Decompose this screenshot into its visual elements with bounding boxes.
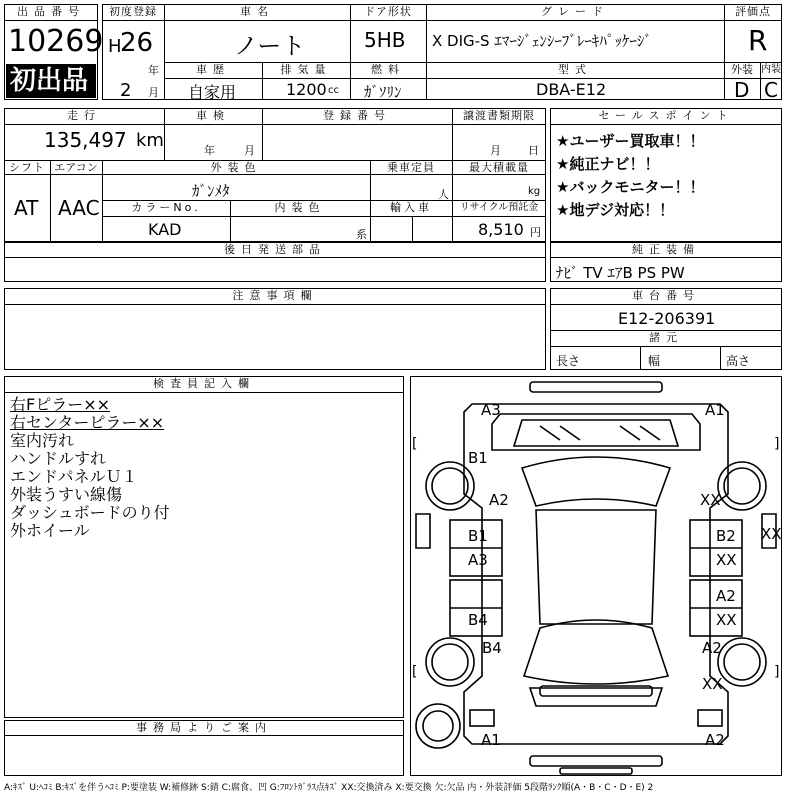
transfer-month: 月 <box>490 144 501 157</box>
year-value: 26 <box>120 28 154 58</box>
fuel-value: ｶﾞｿﾘﾝ <box>364 83 402 101</box>
load-unit: kg <box>528 186 541 197</box>
grade-label: グレード <box>541 5 609 18</box>
exterior-grade: D <box>734 78 750 102</box>
color-label: 外装色 <box>210 161 262 174</box>
legend: A:ｷｽﾞ U:ﾍｺﾐ B:ｷｽﾞを伴うﾍｺﾐ P:要塗装 W:補修跡 S:錆 C:腐食、凹 G:ﾌﾛﾝﾄｶﾞﾗｽ点ｷｽﾞ XX:交換済み X:要交換 欠:欠品 内・外装評価 5段階ﾗﾝｸ順(A・B・C・D・E) 2 <box>4 783 654 793</box>
mileage-value: 135,497 <box>44 128 127 152</box>
year-unit: 年 <box>148 64 159 77</box>
transfer-day: 日 <box>528 144 539 157</box>
damage-mark: XX <box>761 525 782 543</box>
height-label: 高さ <box>726 354 751 368</box>
damage-mark: XX <box>702 675 723 693</box>
dims-label: 諸元 <box>649 331 683 344</box>
lot-label: 出品番号 <box>17 5 85 18</box>
later-parts-label: 後日発送部品 <box>224 243 326 256</box>
caution-label: 注意事項欄 <box>232 289 318 302</box>
model-label: 型式 <box>558 63 592 76</box>
selling-point: ★バックモニター！！ <box>556 178 705 196</box>
lot-number: 10269 <box>8 24 104 59</box>
inspector-note: ハンドルすれ <box>10 449 107 468</box>
door-value: 5HB <box>364 28 406 52</box>
selling-points-box <box>550 108 782 242</box>
damage-mark: A2 <box>705 731 725 749</box>
car-name-label: 車名 <box>240 5 274 18</box>
svg-text:[: [ <box>412 664 418 680</box>
ac-label: エアコン <box>54 161 98 174</box>
registration-label: 初度登録 <box>109 5 157 18</box>
inspector-note: 右センターピラー×× <box>10 413 165 432</box>
load-label: 最大積載量 <box>469 161 529 174</box>
import-label: 輸入車 <box>390 201 432 214</box>
inspection-month-unit: 月 <box>244 144 255 157</box>
shift-value: AT <box>14 196 39 220</box>
inspector-note: ダッシュボードのり付 <box>10 503 170 522</box>
svg-text:[: [ <box>412 436 418 452</box>
first-listing-label: 初出品 <box>10 66 89 96</box>
displacement-value: 1200 <box>286 80 327 99</box>
chassis-label: 車台番号 <box>632 289 700 302</box>
displacement-unit: cc <box>328 85 339 96</box>
color-no-value: KAD <box>148 220 182 239</box>
car-name: ノート <box>234 32 306 60</box>
recycle-unit: 円 <box>530 226 541 239</box>
inspector-note: 右Fピラー×× <box>10 395 111 414</box>
history-value: 自家用 <box>188 83 237 102</box>
oem-label: 純正装備 <box>632 243 700 256</box>
exterior-grade-label: 外装 <box>731 63 753 76</box>
interior-color-label: 内装色 <box>274 201 326 214</box>
ac-value: AAC <box>58 196 100 220</box>
damage-mark: XX <box>716 611 737 629</box>
damage-mark: XX <box>716 551 737 569</box>
grade-value: X DIG-S ｴﾏｰｼﾞｪﾝｼｰﾌﾞﾚｰｷﾊﾟｯｹｰｼﾞ <box>432 32 652 50</box>
mileage-label: 走行 <box>67 109 101 122</box>
interior-grade: C <box>764 78 778 102</box>
selling-point: ★地デジ対応！！ <box>556 201 675 219</box>
recycle-value: 8,510 <box>478 220 524 239</box>
damage-mark: A2 <box>702 639 722 657</box>
inspector-note: 外ホイール <box>10 521 90 540</box>
damage-mark: A1 <box>481 731 501 749</box>
inspector-note: エンドパネルＵ１ <box>10 467 138 486</box>
capacity-label: 乗車定員 <box>387 161 435 174</box>
damage-mark: B2 <box>716 527 736 545</box>
damage-mark: B1 <box>468 527 488 545</box>
oem-value: ﾅﾋﾞ TV ｴｱB PS PW <box>556 264 685 282</box>
damage-mark: A2 <box>489 491 509 509</box>
selling-point: ★ユーザー買取車！！ <box>556 132 705 150</box>
length-label: 長さ <box>556 354 581 368</box>
damage-mark: A3 <box>468 551 488 569</box>
reg-number-label: 登録番号 <box>323 109 391 122</box>
chassis-value: E12-206391 <box>618 309 716 328</box>
damage-mark: B4 <box>482 639 502 657</box>
interior-grade-label: 内装 <box>761 64 781 75</box>
capacity-unit: 人 <box>438 188 449 201</box>
damage-mark: B4 <box>468 611 488 629</box>
month-unit: 月 <box>148 86 159 99</box>
damage-mark: A1 <box>705 401 725 419</box>
inspection-year-unit: 年 <box>204 144 215 157</box>
transfer-label: 譲渡書類期限 <box>463 109 535 122</box>
damage-mark: B1 <box>468 449 488 467</box>
fuel-label: 燃料 <box>371 63 405 76</box>
history-label: 車歴 <box>196 63 230 76</box>
car-diagram <box>410 376 782 776</box>
score-label: 評価点 <box>735 5 771 18</box>
recycle-label: リサイクル預託金 <box>459 202 539 213</box>
svg-text:]: ] <box>774 436 780 452</box>
displacement-label: 排気量 <box>280 63 332 76</box>
score-value: R <box>748 24 768 57</box>
color-value: ｶﾞﾝﾒﾀ <box>192 182 230 200</box>
era: H <box>108 36 122 57</box>
inspector-note: 外装うすい線傷 <box>10 485 123 504</box>
width-label: 幅 <box>648 354 661 368</box>
door-label: ドア形状 <box>364 5 412 18</box>
office-label: 事務局よりご案内 <box>136 721 272 734</box>
color-no-label: カラーNo. <box>131 201 201 214</box>
mileage-unit: km <box>136 130 164 151</box>
inspection-label: 車検 <box>196 109 230 122</box>
month-value: 2 <box>120 80 132 101</box>
model-value: DBA-E12 <box>536 80 607 99</box>
selling-points-label: セールスポイント <box>598 109 734 122</box>
inspector-label: 検査員記入欄 <box>153 377 255 390</box>
selling-point: ★純正ナビ！！ <box>556 155 660 173</box>
interior-color-unit: 系 <box>356 228 367 241</box>
inspector-note: 室内汚れ <box>10 431 75 450</box>
damage-mark: XX <box>700 491 721 509</box>
damage-mark: A3 <box>481 401 501 419</box>
damage-mark: A2 <box>716 587 736 605</box>
svg-text:]: ] <box>774 664 780 680</box>
shift-label: シフト <box>9 161 45 174</box>
